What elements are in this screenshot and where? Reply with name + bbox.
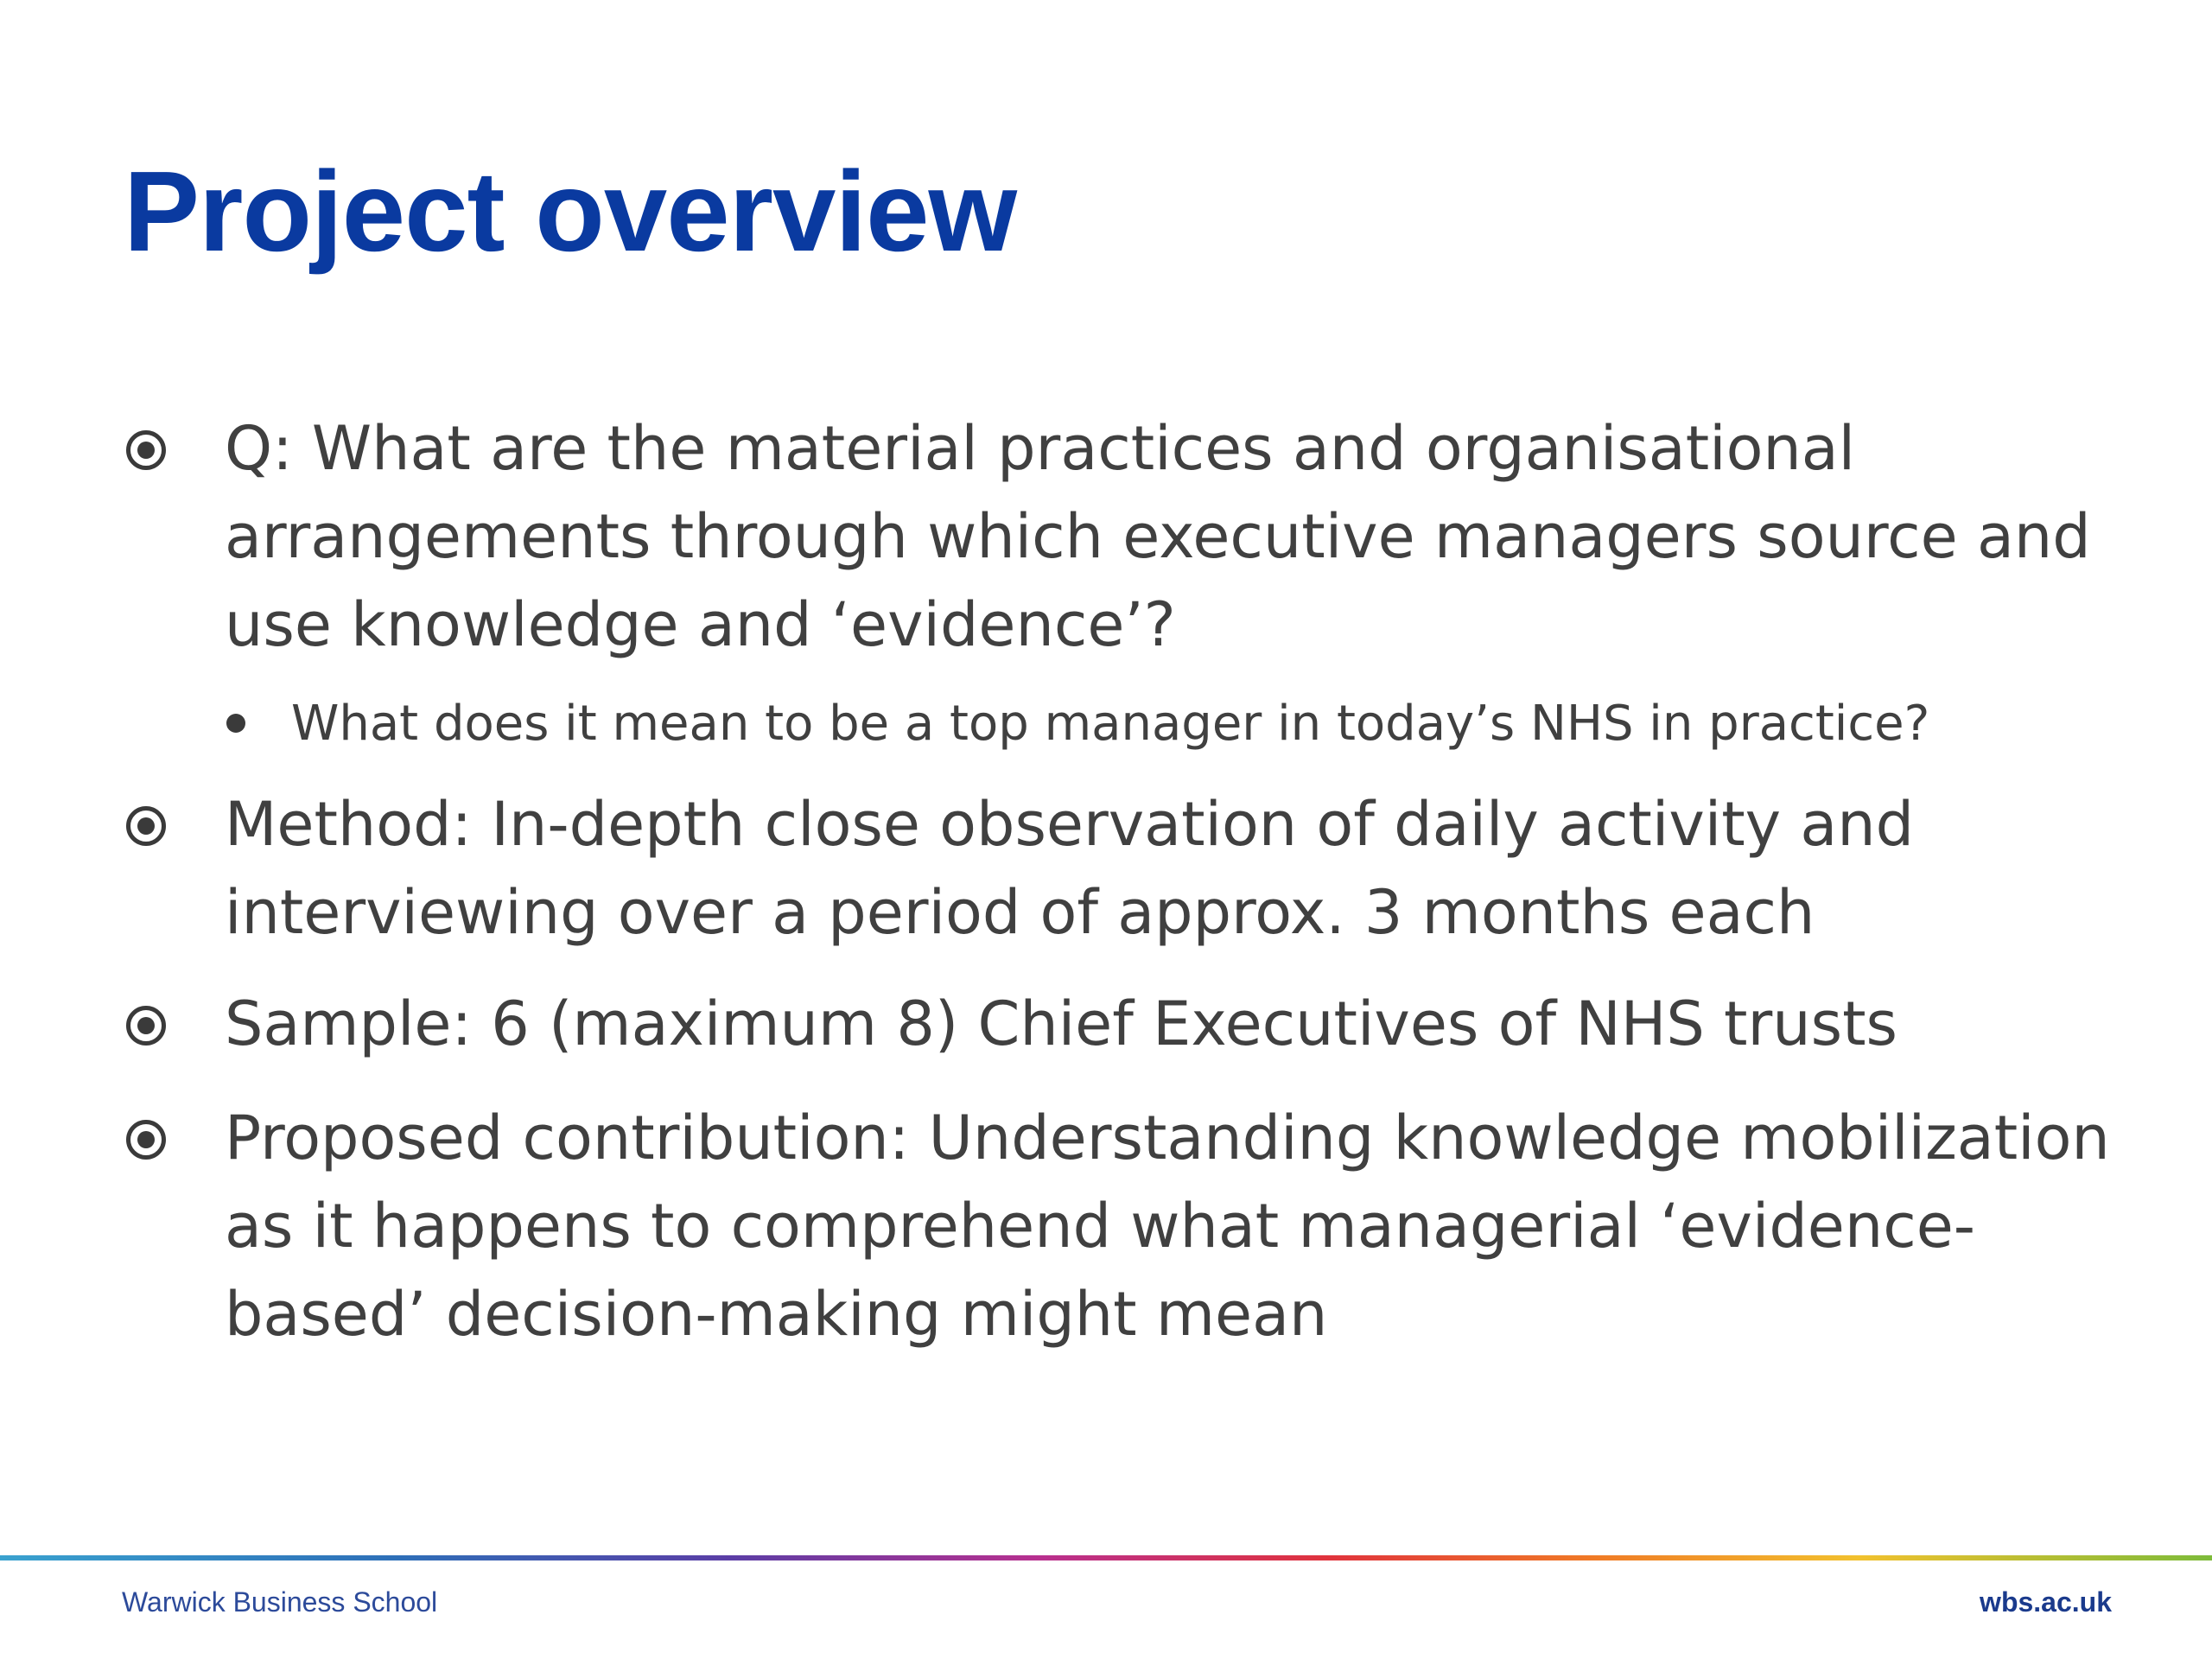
circle-bullet-icon (126, 430, 166, 470)
footer-gradient-rule (0, 1555, 2212, 1560)
sub-bullet-text: What does it mean to be a top manager in today’s NHS in practice? (291, 696, 1930, 752)
slide-title: Project overview (124, 148, 1017, 275)
bullet-text: Sample: 6 (maximum 8) Chief Executives of NHS trusts (225, 988, 1898, 1059)
circle-bullet-icon (126, 1006, 166, 1046)
bullet-text: Q: What are the material practices and organisational arrangements through which executive managers source and use knowledge and ‘evidence’? (225, 413, 2091, 660)
footer-website[interactable]: wbs.ac.uk (1980, 1586, 2112, 1618)
dot-bullet-icon (226, 714, 245, 733)
footer-institution: Warwick Business School (122, 1586, 438, 1618)
circle-bullet-icon (126, 1120, 166, 1160)
bullet-text: Method: In-depth close observation of daily activity and interviewing over a period of approx. 3 months each (225, 789, 1915, 948)
bullet-text: Proposed contribution: Understanding knowledge mobilization as it happens to comprehend what managerial ‘evidence-based’ decision-making might mean (225, 1103, 2110, 1350)
circle-bullet-icon (126, 806, 166, 846)
